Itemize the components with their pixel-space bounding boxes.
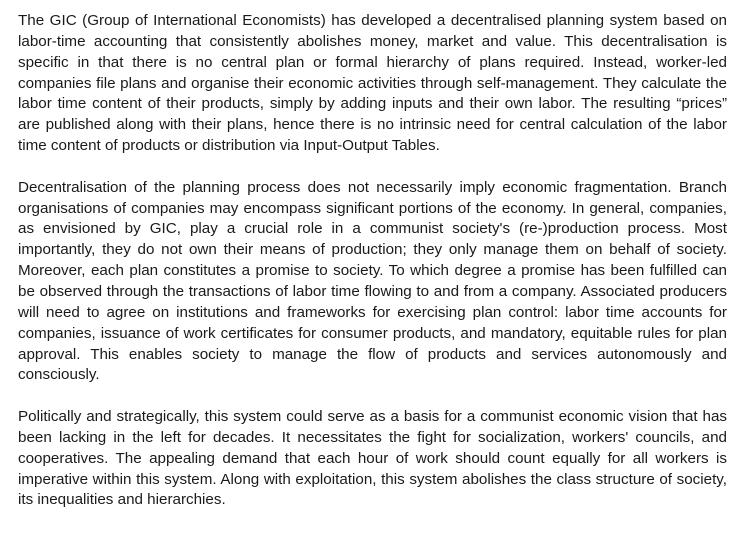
paragraph-gic-intro: The GIC (Group of International Economists) has developed a decentralised planning system based on labor-time accounting that consistently abolishes money, market and value. This decentralisation is specific in that there is no central plan or formal hierarchy of plans required. Instead, worker-led companies file plans and organise their economic activities through self-management. They calculate the labor time content of their products, simply by adding inputs and their own labor. The resulting “prices” are published along with their plans, hence there is no intrinsic need for central calculation of the labor time content of products or distribution via Input-Output Tables. — [18, 12, 727, 155]
paragraph-political-strategy: Politically and strategically, this system could serve as a basis for a communist economic vision that has been lacking in the left for decades. It necessitates the fight for socialization, workers' councils, and cooperatives. The appealing demand that each hour of work should count equally for all workers is imperative within this system. Along with exploitation, this system abolishes the class structure of society, its inequalities and hierarchies. — [18, 408, 727, 509]
paragraph-decentralisation: Decentralisation of the planning process does not necessarily imply economic fragmentation. Branch organisations of companies may encompass significant portions of the economy. In general, companies, as envisioned by GIC, play a crucial role in a communist society's (re-)production process. Most importantly, they do not own their means of production; they only manage them on behalf of society. Moreover, each plan constitutes a promise to society. To which degree a promise has been fulfilled can be observed through the transactions of labor time flowing to and from a company. Associated producers will need to agree on institutions and frameworks for exercising plan control: labor time accounts for companies, issuance of work certificates for consumer products, and mandatory, equitable rules for plan approval. This enables society to manage the flow of products and services autonomously and consciously. — [18, 178, 727, 384]
